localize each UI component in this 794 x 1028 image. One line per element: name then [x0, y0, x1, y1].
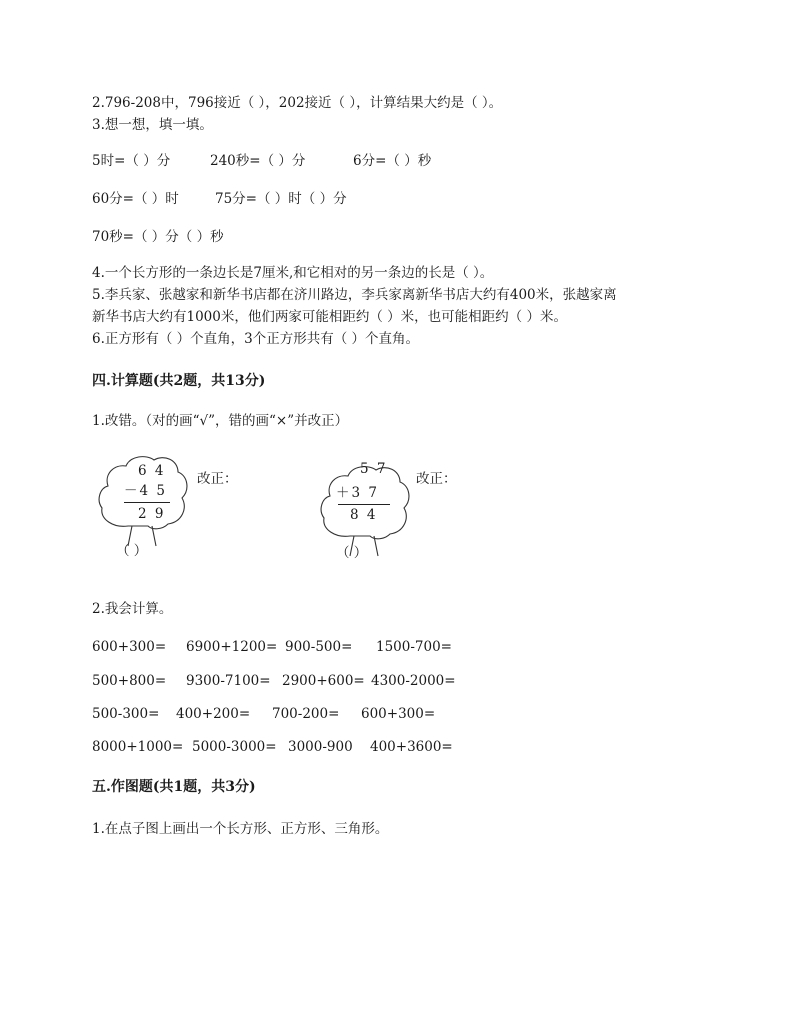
draw-q1: 1.在点子图上画出一个长方形、正方形、三角形。: [92, 821, 389, 837]
calc-row3-item2: 400+200=: [176, 706, 251, 722]
tree1-top-number: 6 4: [138, 463, 166, 479]
calc-q1-title: 1.改错。（对的画“√”，错的画“×”并改正）: [92, 413, 349, 429]
question-6: 6.正方形有（ ）个直角，3个正方形共有（ ）个直角。: [92, 331, 420, 347]
tree2-result: 8 4: [350, 507, 378, 523]
calc-row2-item1: 500+800=: [92, 673, 167, 689]
draw-section-heading: 五.作图题(共1题，共3分): [92, 779, 256, 795]
tree2-fix-label: 改正：: [416, 471, 457, 487]
calc-row3-item4: 600+300=: [361, 706, 436, 722]
calc-section-heading: 四.计算题(共2题，共13分): [92, 373, 266, 389]
q3-row3-item1: 70秒=（ ）分（ ）秒: [92, 229, 224, 245]
calc-row4-item3: 3000-900: [288, 739, 353, 755]
calc-row2-item3: 2900+600=: [282, 673, 365, 689]
calc-row2-item2: 9300-7100=: [186, 673, 271, 689]
tree1-fix-label: 改正：: [197, 471, 238, 487]
question-5-line2: 新华书店大约有1000米，他们两家可能相距约（ ）米，也可能相距约（ ）米。: [92, 309, 567, 325]
tree2-answer-blank[interactable]: （ ）: [336, 545, 368, 561]
calc-row2-item4: 4300-2000=: [371, 673, 456, 689]
q3-row1-item1: 5时=（ ）分: [92, 153, 171, 169]
tree2-operand: ＋3 7: [336, 485, 379, 501]
calc-row3-item1: 500-300=: [92, 706, 160, 722]
q3-row1-item3: 6分=（ ）秒: [353, 153, 432, 169]
tree1-divider: [124, 502, 170, 503]
tree2-divider: [338, 504, 390, 505]
q3-row2-item2: 75分=（ ）时（ ）分: [215, 191, 347, 207]
calc-q2-title: 2.我会计算。: [92, 601, 173, 617]
question-4: 4.一个长方形的一条边长是7厘米,和它相对的另一条边的长是（ ）。: [92, 265, 494, 281]
correction-tree-2: [316, 460, 412, 572]
calc-row4-item4: 400+3600=: [370, 739, 453, 755]
calc-row4-item2: 5000-3000=: [192, 739, 277, 755]
calc-row1-item3: 900-500=: [285, 639, 353, 655]
calc-row1-item2: 6900+1200=: [186, 639, 278, 655]
tree1-answer-blank[interactable]: （ ）: [116, 543, 148, 559]
calc-row4-item1: 8000+1000=: [92, 739, 184, 755]
calc-row3-item3: 700-200=: [272, 706, 340, 722]
question-2: 2.796-208中，796接近（ ），202接近（ ），计算结果大约是（ ）。: [92, 95, 503, 111]
tree1-operand: －4 5: [124, 483, 167, 499]
tree2-top-number: 5 7: [360, 461, 388, 477]
question-3-title: 3.想一想，填一填。: [92, 117, 213, 133]
q3-row1-item2: 240秒=（ ）分: [210, 153, 306, 169]
calc-row1-item4: 1500-700=: [376, 639, 452, 655]
correction-tree-1: [94, 450, 190, 562]
q3-row2-item1: 60分=（ ）时: [92, 191, 179, 207]
calc-row1-item1: 600+300=: [92, 639, 167, 655]
question-5-line1: 5.李兵家、张越家和新华书店都在济川路边，李兵家离新华书店大约有400米，张越家离: [92, 287, 617, 303]
tree1-result: 2 9: [138, 506, 166, 522]
